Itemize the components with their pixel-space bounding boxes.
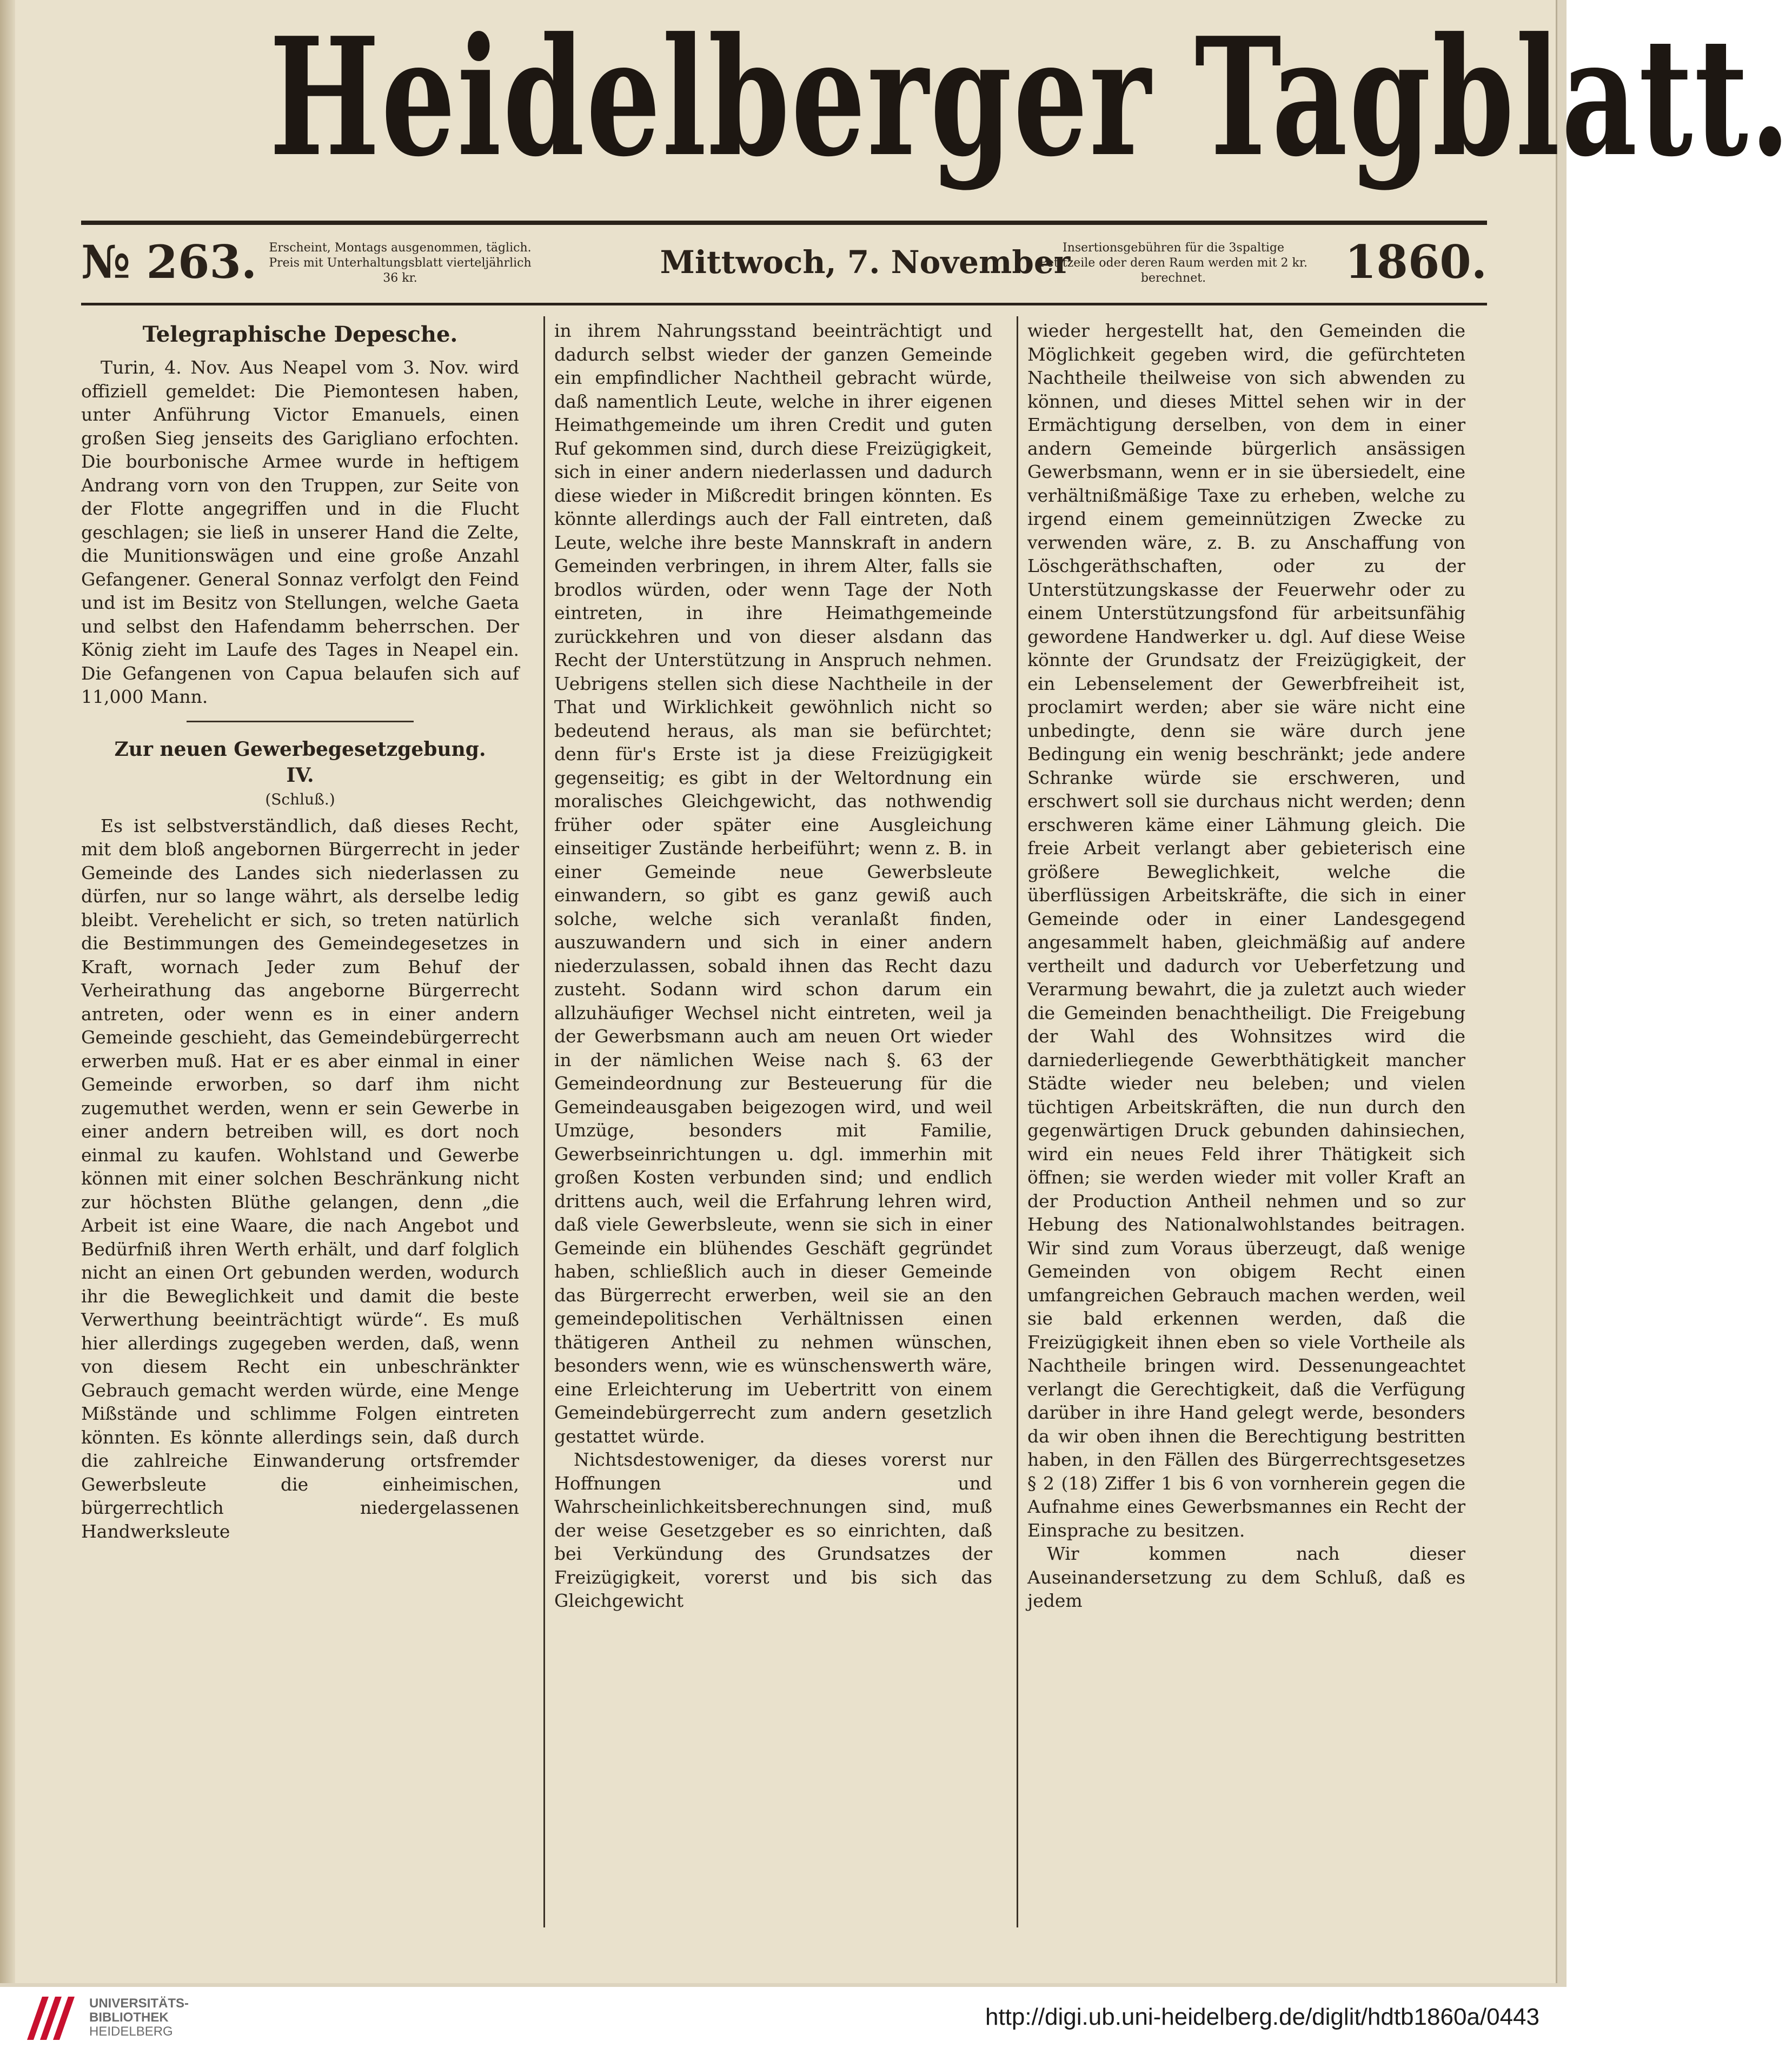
subscription-note-text: Erscheint, Montags ausgenommen, täglich. Preis mit Unterhaltungsblatt vierteljährlich 36 kr.: [269, 241, 532, 285]
article-text-col3-p2: Wir kommen nach dieser Auseinandersetzung zu dem Schluß, daß es jedem: [1027, 1543, 1465, 1611]
article-text-col3-p1: wieder hergestellt hat, den Gemeinden die Möglichkeit gegeben wird, die gefürchteten Nachtheile theilweise von sich abwenden zu können, und dieses Mittel sehen wir in der Ermächtigung derselben, von dem in einer andern Gemeinde bürgerlich ansässigen Gewerbsmann, wenn er in sie übersiedelt, eine verhältnißmäßige Taxe zu erheben, welche zu irgend einem gemeinnützigen Zwecke zu verwenden wäre, z. B. zu Anschaffung von Löschgeräthschaften, oder zu der Unterstützungskasse der Feuerwehr oder zu einem Unterstützungsfond für arbeitsunfähig gewordene Handwerker u. dgl. Auf diese Weise könnte der Grundsatz der Freizügigkeit, der ein Lebenselement der Gewerbfreiheit ist, proclamirt werden; aber sie wäre nicht eine unbedingte, denn sie wäre durch jene Bedingung ein wenig beschränkt; jede andere Schranke würde sie erschweren, und erschwert soll sie durchaus nicht werden; denn erschweren käme einer Lähmung gleich. Die freie Arbeit verlangt aber gebieterisch eine größere Beweglichkeit, welche die überflüssigen Arbeitskräfte, die sich in einer Gemeinde oder in einer Landesgegend angesammelt haben, gleichmäßig auf andere vertheilt und dadurch vor Ueberfetzung und Verarmung bewahrt, die ja zuletzt auch wieder die Gemeinden benachtheiligt. Die Freigebung der Wahl des Wohnsitzes wird die darniederliegende Gewerbthätigkeit mancher Städte wieder neu beleben; und vielen tüchtigen Arbeitskräften, die nun durch den gegenwärtigen Druck gebunden dahinsiechen, wird ein neues Feld ihrer Thätigkeit sich öffnen; sie werden wieder mit voller Kraft an der Production Antheil nehmen und so zur Hebung des Nationalwohlstandes beitragen. Wir sind zum Voraus überzeugt, daß wenige Gemeinden von obigem Recht einen umfangreichen Gebrauch machen werden, weil sie bald erkennen werden, daß die Freizügigkeit ihnen eben so viele Vortheile als Nachtheile bringen wird. Dessenungeachtet verlangt die Gerechtigkeit, daß die Verfügung darüber in ihre Hand gelegt werde, besonders da wir oben ihnen die Berechtigung bestritten haben, in den Fällen des Bürgerrechtsgesetzes § 2 (18) Ziffer 1 bis 6 von vornherein gegen die Aufnahme eines Gewerbsmannes ein Recht der Einsprache zu besitzen.: [1027, 320, 1465, 1541]
telegraph-dispatch: Turin, 4. Nov. Aus Neapel vom 3. Nov. wird offiziell gemeldet: Die Piemontesen haben, unter Anführung Victor Emanuels, einen großen Sieg jenseits des Garigliano erfochten. Die bourbonische Armee wurde in heftigem Andrang vorn von den Truppen, zur Seite von der Flotte angegriffen und in die Flucht geschlagen; sie ließ in unserer Hand die Zelte, die Munitionswägen und eine große Anzahl Gefangener. General Sonnaz verfolgt den Feind und ist im Besitz von Stellungen, welche Gaeta und selbst den Hafendamm beherrschen. Der König zieht im Laufe des Tages in Neapel ein. Die Gefangenen von Capua belaufen sich auf 11,000 Mann.: [81, 357, 519, 707]
issue-info-row: [81, 230, 1487, 295]
column-1: [81, 319, 519, 1936]
library-name-line-1: UNIVERSITÄTS-: [89, 1996, 189, 2011]
section-divider: [187, 721, 414, 722]
university-library-name: [89, 1997, 189, 2039]
issue-date: Mittwoch, 7. November: [660, 244, 1071, 281]
column-2: [554, 319, 992, 1936]
library-name-line-3: HEIDELBERG: [89, 2024, 173, 2039]
masthead-title: Heidelberger Tagblatt.: [269, 2, 1792, 192]
digitization-footer: [0, 1987, 1567, 2048]
page-spine-shadow: [0, 0, 15, 1983]
masthead-rule-top: [81, 221, 1487, 225]
telegraph-heading: Telegraphische Depesche.: [142, 322, 458, 347]
issue-number: № 263.: [81, 235, 257, 289]
article-title: Zur neuen Gewerbegesetzgebung.: [114, 737, 486, 761]
library-name-line-2: BIBLIOTHEK: [89, 2010, 169, 2025]
advertising-note: [1033, 241, 1314, 286]
column-3: [1027, 319, 1465, 1936]
column-divider-1: [543, 316, 545, 1927]
article-text-col2-p2: Nichtsdestoweniger, da dieses vorerst nur Hoffnungen und Wahrscheinlichkeitsberechnungen sind, muß der weise Gesetzgeber es so einrichten, daß bei Verkündung des Grundsatzes der Freizügigkeit, vorerst und bis sich das Gleichgewicht: [554, 1449, 992, 1611]
column-divider-2: [1017, 316, 1018, 1927]
article-note: (Schluß.): [265, 790, 335, 808]
masthead-rule-bottom: [81, 303, 1487, 305]
issue-year: 1860.: [1344, 235, 1487, 289]
article-text-col1: Es ist selbstverständlich, daß dieses Recht, mit dem bloß angebornen Bürgerrecht in jeder Gemeinde des Landes sich niederlassen zu dürfen, nur so lange währt, als derselbe ledig bleibt. Verehelicht er sich, so treten natürlich die Bestimmungen des Gemeindegesetzes in Kraft, wornach Jeder zum Behuf der Verheirathung das angeborne Bürgerrecht antreten, oder wenn es in einer andern Gemeinde geschieht, das Gemeindebürgerrecht erwerben muß. Hat er es aber einmal in einer Gemeinde erworben, so darf ihm nicht zugemuthet werden, wenn er sein Gewerbe in einer andern betreiben will, es dort noch einmal zu kaufen. Wohlstand und Gewerbe können mit einer solchen Beschränkung nicht zur höchsten Blüthe gelangen, denn „die Arbeit ist eine Waare, die nach Angebot und Bedürfniß ihren Werth erhält, und darf folglich nicht an einen Ort gebunden werden, wodurch ihr die Beweglichkeit und damit die beste Verwerthung beeinträchtigt würde“. Es muß hier allerdings zugegeben werden, daß, wenn von diesem Recht ein unbeschränkter Gebrauch gemacht werden würde, eine Menge Mißstände und schlimme Folgen eintreten könnten. Es könnte allerdings sein, daß durch die zahlreiche Einwanderung ortsfremder Gewerbsleute die einheimischen, bürgerrechtlich niedergelassenen Handwerksleute: [81, 815, 519, 1542]
university-library-logo-icon: [22, 1991, 81, 2045]
permalink-url[interactable]: http://digi.ub.uni-heidelberg.de/diglit/hdtb1860a/0443: [985, 2004, 1539, 2030]
advertising-note-text: Insertionsgebühren für die 3spaltige Petitzeile oder deren Raum werden mit 2 kr. berechnet.: [1039, 241, 1308, 285]
article-part: IV.: [286, 763, 314, 787]
article-text-col2-p1: in ihrem Nahrungsstand beeinträchtigt und dadurch selbst wieder der ganzen Gemeinde ein empfindlicher Nachtheil gebracht würde, daß namentlich Leute, welche in ihrer eigenen Heimathgemeinde um ihren Credit und guten Ruf gekommen sind, durch diese Freizügigkeit, sich in einer andern niederlassen und dadurch diese wieder in Mißcredit bringen könnten. Es könnte allerdings auch der Fall eintreten, daß Leute, welche ihre beste Mannskraft in andern Gemeinden verbringen, in ihrem Alter, falls sie brodlos würden, oder wenn Tage der Noth eintreten, in ihre Heimathgemeinde zurückkehren und von dieser alsdann das Recht der Unterstützung in Anspruch nehmen. Uebrigens stellen sich diese Nachtheile in der That und Wirklichkeit gewöhnlich nicht so bedeutend heraus, als man sie befürchtet; denn für's Erste ist ja diese Freizügigkeit gegenseitig; es gibt in der Weltordnung ein moralisches Gleichgewicht, das nothwendig früher oder später eine Ausgleichung einseitiger Zustände herbeiführt; wenn z. B. in einer Gemeinde neue Gewerbsleute einwandern, so gibt es ganz gewiß auch solche, welche sich veranlaßt finden, auszuwandern und sich in einer andern niederzulassen, sobald ihnen das Recht dazu zusteht. Sodann wird schon darum ein allzuhäufiger Wechsel nicht eintreten, weil ja der Gewerbsmann auch am neuen Ort wieder in der nämlichen Weise nach §. 63 der Gemeindeordnung zur Besteuerung für die Gemeindeausgaben beigezogen wird, und weil Umzüge, besonders mit Familie, Gewerbseinrichtungen u. dgl. immerhin mit großen Kosten verbunden sind; und endlich drittens auch, weil die Erfahrung lehren wird, daß viele Gewerbsleute, wenn sie sich in einer Gemeinde ein blühendes Geschäft gegründet haben, schließlich auch in dieser Gemeinde das Bürgerrecht erwerben, weil sie an den gemeindepolitischen Verhältnissen einen thätigeren Antheil zu nehmen wünschen, besonders wenn, wie es wünschenswerth wäre, eine Erleichterung im Uebertritt von einem Gemeindebürgerrecht zum andern gesetzlich gestattet würde.: [554, 320, 992, 1447]
subscription-note: [260, 241, 541, 286]
